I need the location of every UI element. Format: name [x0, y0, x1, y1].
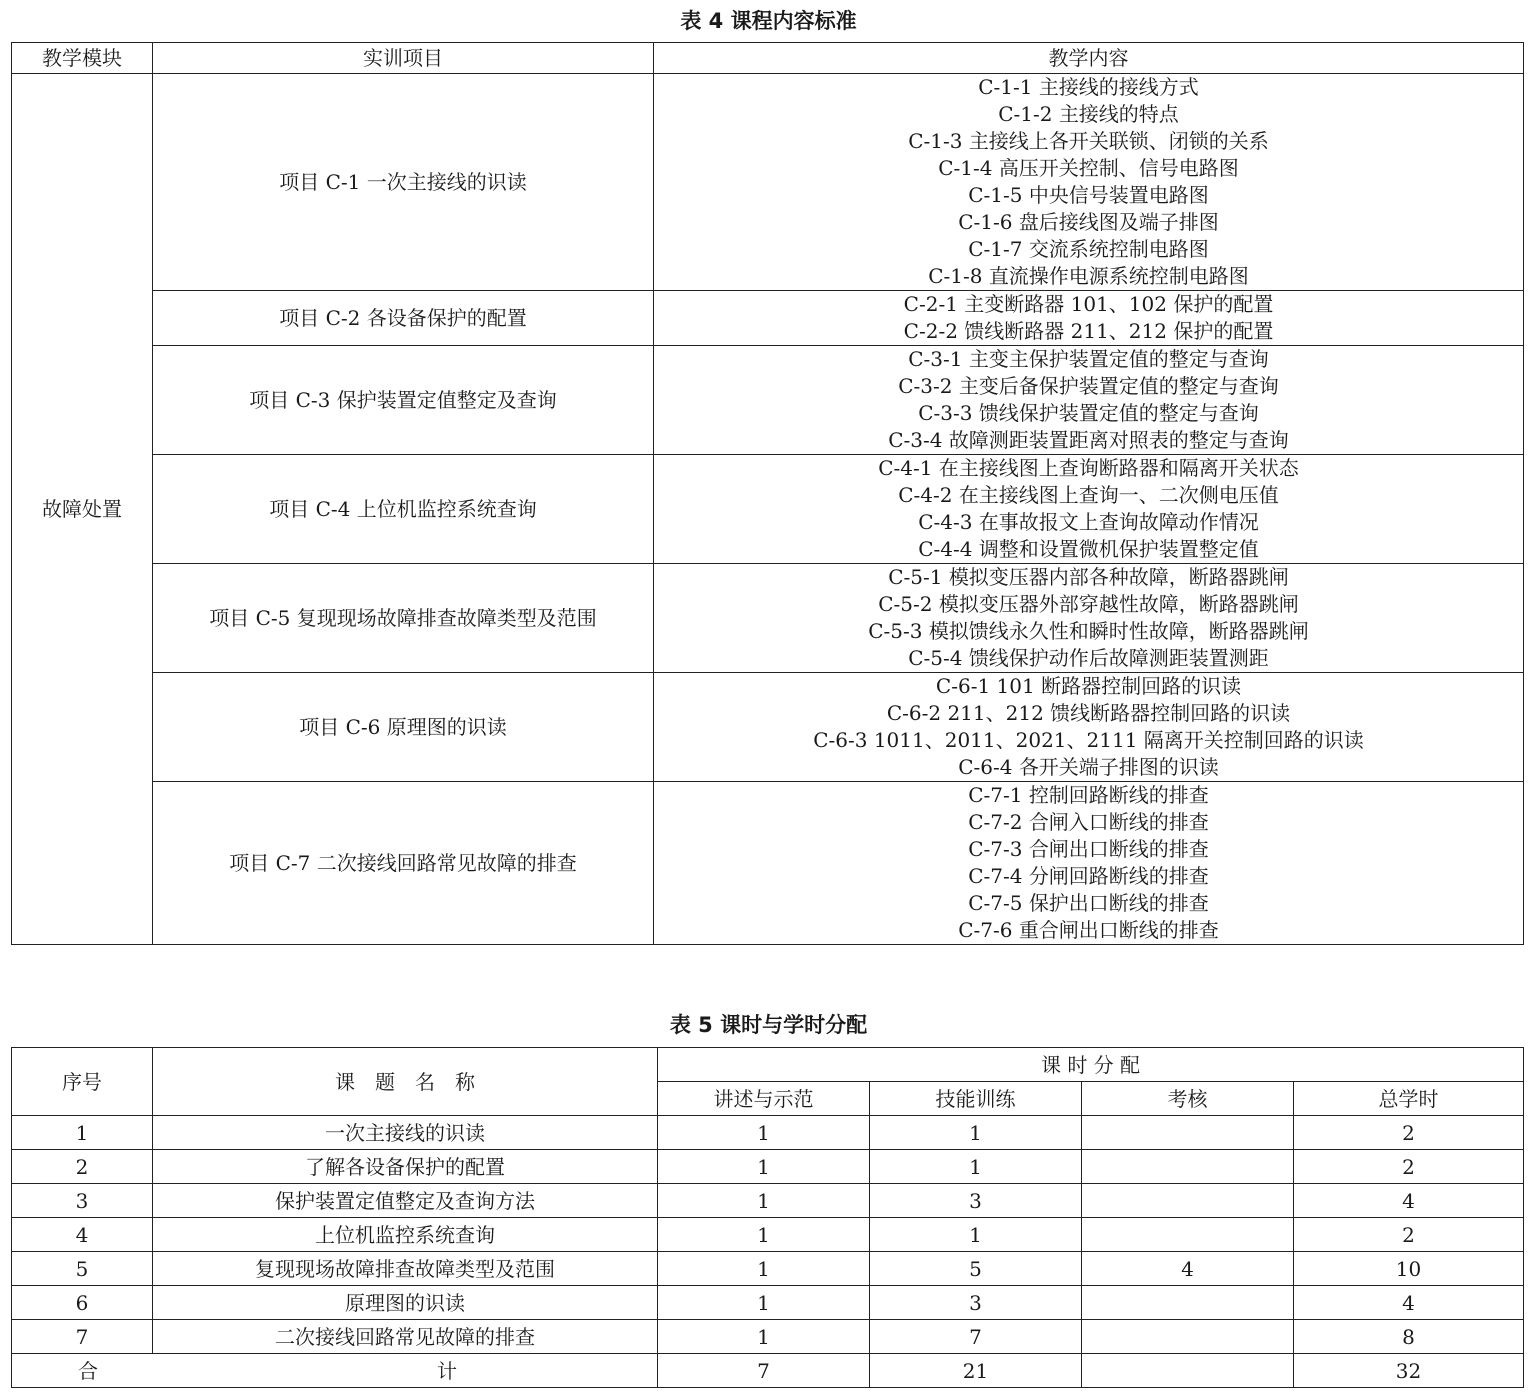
row-name: 一次主接线的识读 — [153, 1116, 658, 1150]
table-row — [12, 291, 1524, 346]
content-item: C-6-4 各开关端子排图的识读 — [958, 755, 1219, 779]
table-row — [12, 346, 1524, 455]
table4-caption: 表 4 课程内容标准 — [680, 9, 857, 33]
content-item: C-5-2 模拟变压器外部穿越性故障，断路器跳闸 — [878, 592, 1299, 616]
total-skill: 21 — [870, 1354, 1082, 1388]
header-lecture: 讲述与示范 — [658, 1082, 870, 1116]
header-content: 教学内容 — [654, 43, 1524, 74]
row-index: 4 — [12, 1218, 153, 1252]
row-name: 二次接线回路常见故障的排查 — [153, 1320, 658, 1354]
content-item: C-4-3 在事故报文上查询故障动作情况 — [918, 510, 1259, 534]
row-lecture: 1 — [658, 1116, 870, 1150]
row-index: 6 — [12, 1286, 153, 1320]
header-module: 教学模块 — [12, 43, 153, 74]
table5-body — [12, 1116, 1524, 1354]
content-item: C-3-4 故障测距装置距离对照表的整定与查询 — [888, 428, 1289, 452]
row-total: 4 — [1294, 1286, 1524, 1320]
row-exam — [1082, 1286, 1294, 1320]
content-item: C-2-2 馈线断路器 211、212 保护的配置 — [903, 319, 1274, 343]
row-skill: 1 — [870, 1116, 1082, 1150]
total-label — [12, 1354, 658, 1388]
table-row — [12, 673, 1524, 782]
content-cell — [654, 564, 1524, 673]
row-index: 7 — [12, 1320, 153, 1354]
project-cell: 项目 C-3 保护装置定值整定及查询 — [153, 346, 654, 455]
table-row — [12, 1218, 1524, 1252]
project-cell: 项目 C-2 各设备保护的配置 — [153, 291, 654, 346]
header-exam: 考核 — [1082, 1082, 1294, 1116]
content-item: C-6-2 211、212 馈线断路器控制回路的识读 — [886, 701, 1291, 725]
row-total: 2 — [1294, 1150, 1524, 1184]
row-index: 2 — [12, 1150, 153, 1184]
row-name: 复现现场故障排查故障类型及范围 — [153, 1252, 658, 1286]
table5-caption: 表 5 课时与学时分配 — [669, 1013, 868, 1037]
course-content-table — [11, 42, 1524, 945]
row-total: 8 — [1294, 1320, 1524, 1354]
row-total: 10 — [1294, 1252, 1524, 1286]
content-item: C-4-4 调整和设置微机保护装置整定值 — [918, 537, 1259, 561]
header-hours-group: 课 时 分 配 — [658, 1048, 1524, 1082]
table-row — [12, 782, 1524, 945]
content-item: C-5-1 模拟变压器内部各种故障，断路器跳闸 — [888, 565, 1289, 589]
table-row — [12, 74, 1524, 291]
table-row — [12, 1252, 1524, 1286]
row-lecture: 1 — [658, 1286, 870, 1320]
header-project: 实训项目 — [153, 43, 654, 74]
content-item: C-1-4 高压开关控制、信号电路图 — [938, 156, 1239, 180]
total-label-right: 计 — [437, 1358, 457, 1383]
content-cell — [654, 74, 1524, 291]
row-lecture: 1 — [658, 1320, 870, 1354]
content-item: C-4-1 在主接线图上查询断路器和隔离开关状态 — [878, 456, 1299, 480]
content-cell — [654, 673, 1524, 782]
row-total: 2 — [1294, 1218, 1524, 1252]
table-row — [12, 1150, 1524, 1184]
row-name: 保护装置定值整定及查询方法 — [153, 1184, 658, 1218]
content-item: C-7-4 分闸回路断线的排查 — [968, 864, 1209, 888]
row-index: 5 — [12, 1252, 153, 1286]
total-label-left: 合 — [78, 1358, 98, 1383]
row-skill: 5 — [870, 1252, 1082, 1286]
table-row — [12, 455, 1524, 564]
content-item: C-2-1 主变断路器 101、102 保护的配置 — [903, 292, 1274, 316]
content-item: C-5-4 馈线保护动作后故障测距装置测距 — [908, 646, 1269, 670]
table-row — [12, 1286, 1524, 1320]
content-item: C-6-3 1011、2011、2021、2111 隔离开关控制回路的识读 — [813, 728, 1364, 752]
row-exam — [1082, 1116, 1294, 1150]
table-row — [12, 564, 1524, 673]
project-cell: 项目 C-1 一次主接线的识读 — [153, 74, 654, 291]
content-cell — [654, 455, 1524, 564]
table-row — [12, 1116, 1524, 1150]
content-item: C-6-1 101 断路器控制回路的识读 — [935, 674, 1242, 698]
total-exam — [1082, 1354, 1294, 1388]
content-item: C-1-7 交流系统控制电路图 — [968, 237, 1209, 261]
hours-allocation-table — [11, 1047, 1524, 1388]
project-cell: 项目 C-7 二次接线回路常见故障的排查 — [153, 782, 654, 945]
total-row — [12, 1354, 1524, 1388]
row-total: 4 — [1294, 1184, 1524, 1218]
content-item: C-1-3 主接线上各开关联锁、闭锁的关系 — [908, 129, 1269, 153]
row-lecture: 1 — [658, 1252, 870, 1286]
table4-body — [12, 74, 1524, 945]
row-exam: 4 — [1082, 1252, 1294, 1286]
content-item: C-1-2 主接线的特点 — [998, 102, 1179, 126]
content-item: C-7-6 重合闸出口断线的排查 — [958, 918, 1219, 942]
content-item: C-1-8 直流操作电源系统控制电路图 — [928, 264, 1249, 288]
row-exam — [1082, 1184, 1294, 1218]
row-name: 原理图的识读 — [153, 1286, 658, 1320]
total-hours: 32 — [1294, 1354, 1524, 1388]
content-item: C-5-3 模拟馈线永久性和瞬时性故障，断路器跳闸 — [868, 619, 1309, 643]
content-cell — [654, 782, 1524, 945]
row-lecture: 1 — [658, 1218, 870, 1252]
row-lecture: 1 — [658, 1150, 870, 1184]
content-item: C-7-5 保护出口断线的排查 — [968, 891, 1209, 915]
row-skill: 1 — [870, 1150, 1082, 1184]
row-name: 上位机监控系统查询 — [153, 1218, 658, 1252]
project-cell: 项目 C-6 原理图的识读 — [153, 673, 654, 782]
header-name: 课 题 名 称 — [153, 1048, 658, 1116]
table-row — [12, 1184, 1524, 1218]
content-item: C-7-1 控制回路断线的排查 — [968, 783, 1209, 807]
row-exam — [1082, 1150, 1294, 1184]
content-item: C-1-5 中央信号装置电路图 — [968, 183, 1209, 207]
header-index: 序号 — [12, 1048, 153, 1116]
content-item: C-3-1 主变主保护装置定值的整定与查询 — [908, 347, 1269, 371]
row-exam — [1082, 1218, 1294, 1252]
row-skill: 1 — [870, 1218, 1082, 1252]
content-item: C-7-2 合闸入口断线的排查 — [968, 810, 1209, 834]
content-item: C-3-3 馈线保护装置定值的整定与查询 — [918, 401, 1259, 425]
content-item: C-4-2 在主接线图上查询一、二次侧电压值 — [898, 483, 1279, 507]
content-cell — [654, 346, 1524, 455]
total-lecture: 7 — [658, 1354, 870, 1388]
table-row — [12, 1320, 1524, 1354]
content-item: C-3-2 主变后备保护装置定值的整定与查询 — [898, 374, 1279, 398]
row-index: 1 — [12, 1116, 153, 1150]
row-lecture: 1 — [658, 1184, 870, 1218]
header-skill: 技能训练 — [870, 1082, 1082, 1116]
project-cell: 项目 C-5 复现现场故障排查故障类型及范围 — [153, 564, 654, 673]
header-total: 总学时 — [1294, 1082, 1524, 1116]
content-item: C-1-1 主接线的接线方式 — [978, 75, 1199, 99]
row-skill: 3 — [870, 1184, 1082, 1218]
content-item: C-7-3 合闸出口断线的排查 — [968, 837, 1209, 861]
row-index: 3 — [12, 1184, 153, 1218]
row-exam — [1082, 1320, 1294, 1354]
row-skill: 3 — [870, 1286, 1082, 1320]
row-total: 2 — [1294, 1116, 1524, 1150]
module-cell: 故障处置 — [12, 74, 153, 945]
project-cell: 项目 C-4 上位机监控系统查询 — [153, 455, 654, 564]
content-cell — [654, 291, 1524, 346]
row-skill: 7 — [870, 1320, 1082, 1354]
row-name: 了解各设备保护的配置 — [153, 1150, 658, 1184]
content-item: C-1-6 盘后接线图及端子排图 — [958, 210, 1219, 234]
